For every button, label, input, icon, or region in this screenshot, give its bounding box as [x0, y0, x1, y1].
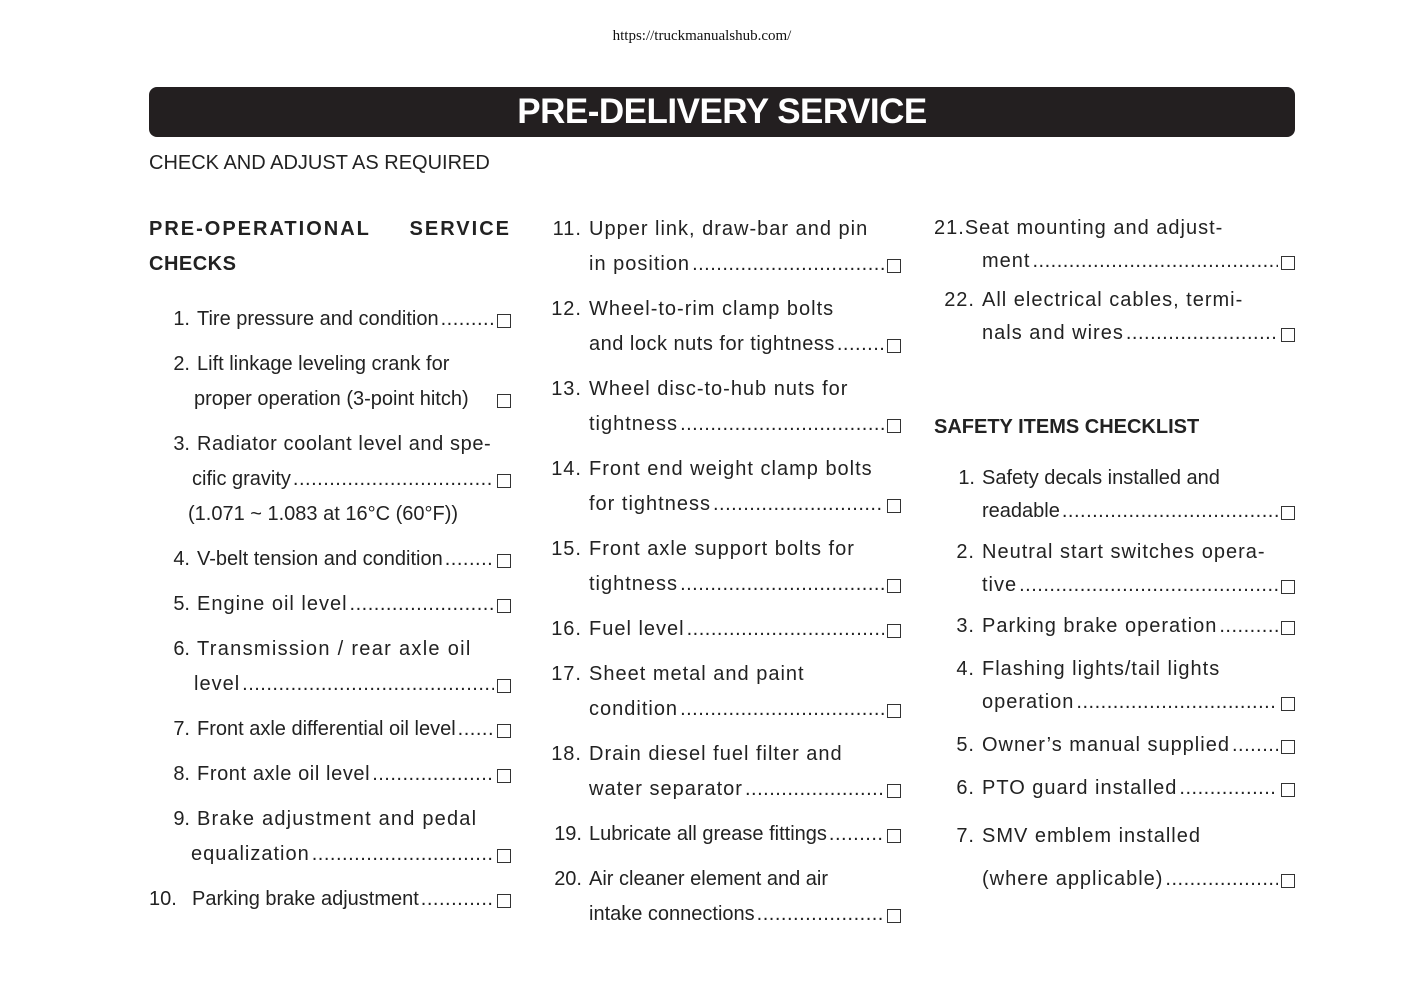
checklist-item: 4. Flashing lights/tail lights operation .....	[930, 653, 1295, 719]
checklist-item: 7. Front axle differential oil level .....	[149, 712, 511, 747]
checkbox-icon[interactable]	[887, 419, 901, 433]
checklist-item: 12. Wheel-to-rim clamp bolts and lock nuts for tightness .....	[541, 292, 901, 362]
pre-operational-heading	[149, 212, 511, 282]
page-subtitle: CHECK AND ADJUST AS REQUIRED	[149, 152, 490, 174]
checkbox-icon[interactable]	[497, 894, 511, 908]
checklist-item: 5. Owner’s manual supplied .....	[930, 729, 1295, 762]
checklist-item: 14. Front end weight clamp bolts for tightness .....	[541, 452, 901, 522]
checklist-item: 17. Sheet metal and paint condition .....	[541, 657, 901, 727]
checkbox-icon[interactable]	[887, 909, 901, 923]
checklist-item: 5. Engine oil level .....	[149, 587, 511, 622]
checkbox-icon[interactable]	[887, 704, 901, 718]
checkbox-icon[interactable]	[1281, 783, 1295, 797]
checkbox-icon[interactable]	[887, 499, 901, 513]
checklist-item: 13. Wheel disc-to-hub nuts for tightness .....	[541, 372, 901, 442]
checkbox-icon[interactable]	[497, 394, 511, 408]
checkbox-icon[interactable]	[1281, 621, 1295, 635]
checkbox-icon[interactable]	[497, 769, 511, 783]
checklist-item: 3. Parking brake operation .....	[930, 610, 1295, 643]
checklist-item: 3. Radiator coolant level and spe- cific gravity ..... (1.071 ~ 1.083 at 16°C (60°F))	[149, 427, 511, 532]
heading-word: PRE-OPERATIONAL	[149, 218, 371, 240]
checklist-item: 11. Upper link, draw-bar and pin in position .....	[541, 212, 901, 282]
checklist-item: 2. Lift linkage leveling crank for proper operation (3-point hitch)	[149, 347, 511, 417]
checklist-item: 16. Fuel level .....	[541, 612, 901, 647]
checkbox-icon[interactable]	[887, 259, 901, 273]
item-note: (1.071 ~ 1.083 at 16°C (60°F))	[188, 503, 459, 525]
checkbox-icon[interactable]	[1281, 740, 1295, 754]
checkbox-icon[interactable]	[887, 784, 901, 798]
checklist-item: 22. All electrical cables, termi- nals and wires .....	[930, 284, 1295, 350]
checkbox-icon[interactable]	[497, 679, 511, 693]
checklist-item: 6. PTO guard installed .....	[930, 772, 1295, 805]
checklist-item: 2. Neutral start switches opera- tive .....	[930, 536, 1295, 602]
checklist-column-2	[541, 212, 901, 932]
checkbox-icon[interactable]	[1281, 256, 1295, 270]
checklist-column-1	[149, 212, 511, 917]
checkbox-icon[interactable]	[1281, 506, 1295, 520]
checkbox-icon[interactable]	[497, 554, 511, 568]
checkbox-icon[interactable]	[497, 314, 511, 328]
checkbox-icon[interactable]	[1281, 328, 1295, 342]
checkbox-icon[interactable]	[497, 849, 511, 863]
page-title: PRE-DELIVERY SERVICE	[149, 87, 1295, 137]
checkbox-icon[interactable]	[887, 339, 901, 353]
checkbox-icon[interactable]	[1281, 580, 1295, 594]
checkbox-icon[interactable]	[497, 724, 511, 738]
checkbox-icon[interactable]	[1281, 697, 1295, 711]
safety-heading: SAFETY ITEMS CHECKLIST	[934, 416, 1200, 438]
checkbox-icon[interactable]	[887, 624, 901, 638]
checklist-column-3	[930, 212, 1295, 901]
checklist-item: 1. Safety decals installed and readable .....	[930, 462, 1295, 528]
checklist-item: 8. Front axle oil level .....	[149, 757, 511, 792]
checklist-item: 6. Transmission / rear axle oil level .....	[149, 632, 511, 702]
checklist-item: 20. Air cleaner element and air intake connections .....	[541, 862, 901, 932]
checklist-item: 4. V-belt tension and condition .....	[149, 542, 511, 577]
checklist-item: 18. Drain diesel fuel filter and water separator .....	[541, 737, 901, 807]
checklist-item: 15. Front axle support bolts for tightness .....	[541, 532, 901, 602]
checkbox-icon[interactable]	[497, 599, 511, 613]
checklist-item: 1. Tire pressure and condition .....	[149, 302, 511, 337]
checklist-item: 21. Seat mounting and adjust- ment .....	[930, 212, 1295, 278]
checklist-item: 10. Parking brake adjustment .....	[149, 882, 511, 917]
checkbox-icon[interactable]	[887, 829, 901, 843]
checkbox-icon[interactable]	[497, 474, 511, 488]
checklist-item: 7. SMV emblem installed (where applicable) .....	[930, 815, 1295, 901]
heading-line-2: CHECKS	[149, 253, 237, 275]
checklist-item: 9. Brake adjustment and pedal equalization .....	[149, 802, 511, 872]
heading-word: SERVICE	[409, 218, 511, 240]
source-url: https://truckmanualshub.com/	[612, 28, 792, 44]
checkbox-icon[interactable]	[1281, 874, 1295, 888]
checkbox-icon[interactable]	[887, 579, 901, 593]
checklist-item: 19. Lubricate all grease fittings .....	[541, 817, 901, 852]
